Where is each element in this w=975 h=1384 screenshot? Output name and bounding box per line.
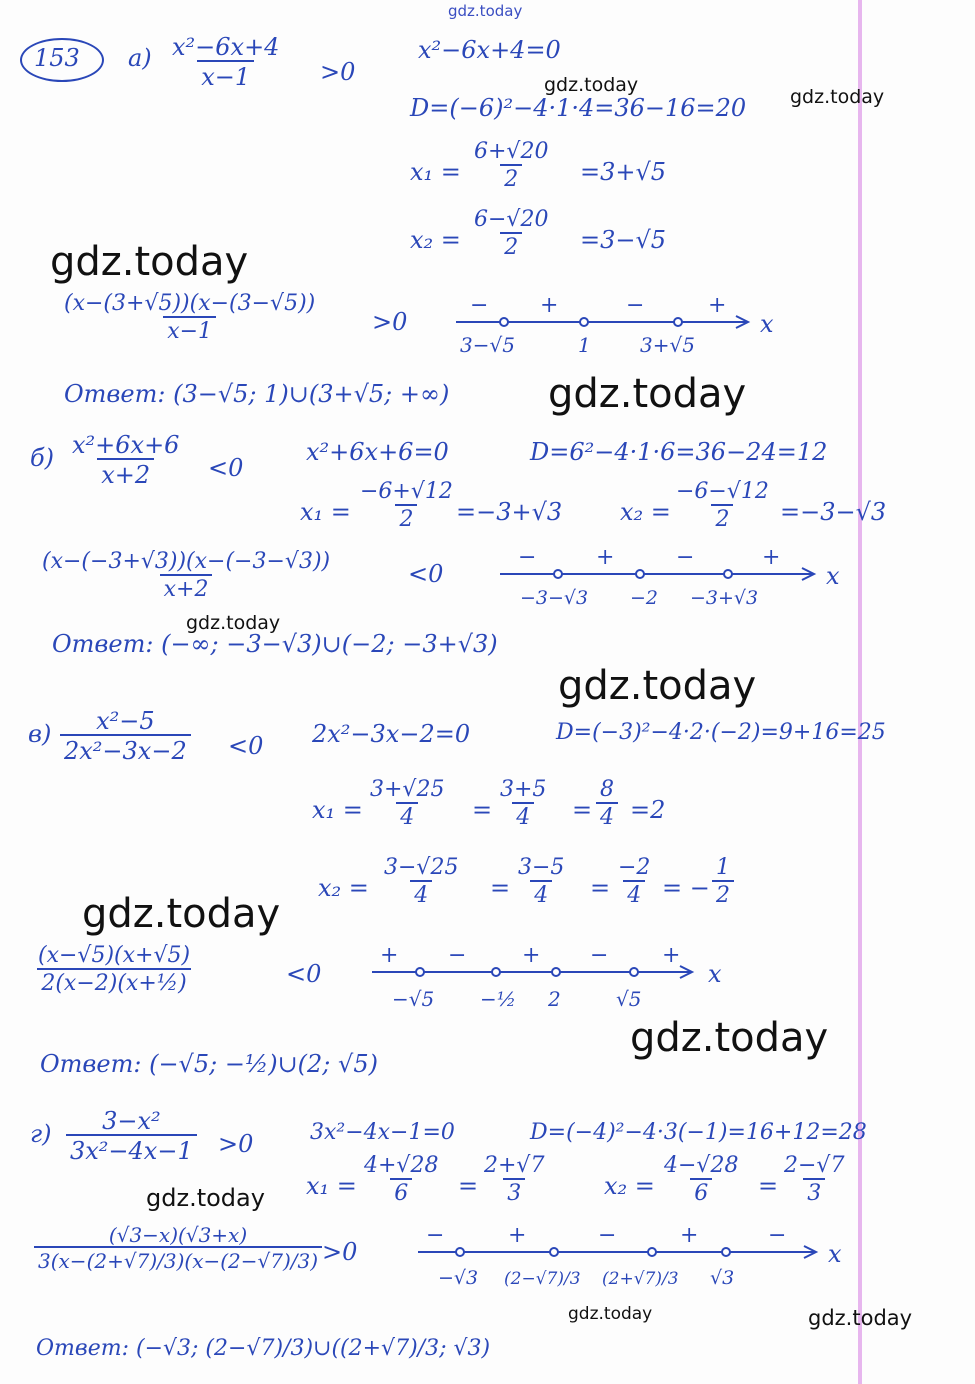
part-g-label: г)	[30, 1120, 52, 1148]
sign: −	[518, 545, 537, 570]
sign: +	[380, 943, 399, 968]
numerator: (√3−x)(√3+x)	[108, 1223, 248, 1247]
sign-chart-g	[418, 1220, 858, 1314]
sign: −	[590, 943, 609, 968]
denominator: 3(x−(2+√7)/3)(x−(2−√7)/3)	[34, 1246, 322, 1272]
part-v-label: в)	[28, 720, 52, 748]
relation: <0	[228, 732, 264, 760]
equals-minus: = −	[662, 874, 710, 902]
watermark: gdz.today	[544, 74, 639, 96]
root-fraction	[470, 140, 552, 192]
part-g-inequality	[66, 1108, 197, 1165]
part-v-discriminant: D=(−3)²−4·2·(−2)=9+16=25	[556, 720, 886, 745]
part-g-factored	[34, 1224, 322, 1272]
point-label: −½	[480, 987, 517, 1011]
watermark: gdz.today	[790, 86, 885, 108]
denominator: 4	[596, 802, 618, 830]
numerator: 3−√25	[384, 855, 459, 880]
relation: >0	[218, 1130, 254, 1158]
equals: =	[458, 1172, 479, 1200]
root-label: x₂ =	[410, 226, 461, 254]
part-v-factored	[34, 944, 194, 996]
denominator: 4	[410, 880, 432, 908]
denominator: 3	[803, 1178, 825, 1206]
numerator: (x−√5)(x+√5)	[38, 943, 191, 968]
root-value: =3+√5	[580, 158, 667, 186]
sign: +	[522, 943, 541, 968]
sign: +	[762, 545, 781, 570]
part-v-inequality	[60, 708, 191, 765]
root-fraction	[470, 208, 552, 260]
sign-chart-svg	[372, 940, 752, 1016]
equals: =	[572, 796, 593, 824]
numerator: 1	[716, 855, 730, 880]
root-fraction	[380, 856, 462, 908]
root-value: =−3−√3	[780, 498, 887, 526]
root-fraction	[780, 1154, 848, 1206]
part-b-equation: x²+6x+6=0	[306, 438, 449, 466]
relation: <0	[286, 960, 322, 988]
root-fraction	[496, 778, 550, 830]
denominator: x+2	[97, 458, 154, 488]
sign-chart-b	[500, 542, 850, 616]
equals: =	[758, 1172, 779, 1200]
relation: >0	[372, 308, 408, 336]
denominator: 2	[500, 164, 522, 192]
sign: +	[680, 1223, 699, 1248]
denominator: 2x²−3x−2	[60, 734, 191, 764]
sign-chart-svg	[456, 290, 796, 360]
watermark: gdz.today	[558, 663, 757, 709]
root-fraction	[514, 856, 568, 908]
numerator: (x−(3+√5))(x−(3−√5))	[64, 291, 316, 316]
root-fraction	[712, 856, 734, 908]
numerator: 4−√28	[664, 1153, 739, 1178]
relation: >0	[322, 1238, 358, 1266]
point-label: −2	[630, 587, 659, 609]
numerator: (x−(−3+√3))(x−(−3−√3))	[42, 549, 331, 574]
part-v-answer: Ответ: (−√5; −½)∪(2; √5)	[40, 1050, 378, 1078]
part-a-factored	[60, 292, 319, 344]
root-value: =2	[630, 796, 666, 824]
numerator: x²+6x+6	[72, 431, 180, 459]
root-label: x₂ =	[604, 1172, 655, 1200]
denominator: 6	[390, 1178, 412, 1206]
denominator: 2	[500, 232, 522, 260]
margin-line	[858, 0, 862, 1384]
root-fraction	[356, 480, 457, 532]
sign: +	[508, 1223, 527, 1248]
part-b-discriminant: D=6²−4·1·6=36−24=12	[530, 438, 828, 466]
denominator: 3x²−4x−1	[66, 1134, 197, 1164]
root-fraction	[480, 1154, 548, 1206]
sign: +	[662, 943, 681, 968]
root-label: x₁ =	[312, 796, 363, 824]
root-label: x₁ =	[306, 1172, 357, 1200]
numerator: 8	[600, 777, 614, 802]
numerator: −6−√12	[676, 479, 769, 504]
equals: =	[590, 874, 611, 902]
denominator: 4	[530, 880, 552, 908]
root-fraction	[366, 778, 448, 830]
part-g-answer: Ответ: (−√3; (2−√7)/3)∪((2+√7)/3; √3)	[36, 1336, 491, 1361]
relation: <0	[408, 560, 444, 588]
sign: −	[676, 545, 695, 570]
root-fraction	[596, 778, 618, 830]
point-label: √5	[616, 987, 642, 1011]
sign: +	[708, 293, 727, 318]
axis-label: x	[826, 562, 840, 590]
denominator: 4	[623, 880, 645, 908]
sign-chart-svg	[418, 1220, 858, 1310]
watermark-top: gdz.today	[448, 2, 523, 20]
sign: −	[470, 293, 489, 318]
root-label: x₂ =	[620, 498, 671, 526]
part-a-inequality	[168, 34, 283, 91]
root-value: =−3+√3	[456, 498, 563, 526]
equals: =	[472, 796, 493, 824]
denominator: 3	[503, 1178, 525, 1206]
part-g-discriminant: D=(−4)²−4·3(−1)=16+12=28	[530, 1120, 867, 1145]
numerator: −6+√12	[360, 479, 453, 504]
part-a-equation: x²−6x+4=0	[418, 36, 561, 64]
watermark: gdz.today	[630, 1015, 829, 1061]
point-label: −3−√3	[520, 587, 589, 609]
denominator: 2	[395, 504, 417, 532]
watermark: gdz.today	[808, 1306, 913, 1330]
root-fraction	[614, 856, 654, 908]
numerator: 3−x²	[102, 1107, 161, 1135]
watermark: gdz.today	[82, 891, 281, 937]
numerator: 3+5	[500, 777, 547, 802]
root-fraction	[660, 1154, 742, 1206]
point-label: (2+√7)/3	[602, 1269, 679, 1289]
sign: +	[596, 545, 615, 570]
numerator: x²−5	[96, 707, 155, 735]
point-label: 2	[548, 987, 561, 1011]
relation: >0	[320, 58, 356, 86]
numerator: 3+√25	[370, 777, 445, 802]
sign: −	[768, 1223, 787, 1248]
part-b-factored	[38, 550, 334, 602]
part-a-discriminant: D=(−6)²−4·1·4=36−16=20	[410, 94, 747, 122]
part-a-label: а)	[128, 44, 152, 72]
numerator: x²−6x+4	[172, 33, 280, 61]
equals: =	[490, 874, 511, 902]
root-fraction	[360, 1154, 442, 1206]
numerator: −2	[618, 855, 651, 880]
axis-label: x	[708, 960, 722, 988]
sign: −	[426, 1223, 445, 1248]
axis-label: x	[828, 1240, 842, 1268]
denominator: x−1	[197, 60, 254, 90]
root-label: x₁ =	[410, 158, 461, 186]
root-value: =3−√5	[580, 226, 667, 254]
denominator: 4	[396, 802, 418, 830]
sign-chart-a	[456, 290, 796, 364]
point-label: √3	[710, 1267, 735, 1289]
part-v-equation: 2x²−3x−2=0	[312, 720, 471, 748]
point-label: −√3	[438, 1267, 479, 1289]
numerator: 2−√7	[784, 1153, 845, 1178]
watermark: gdz.today	[186, 612, 281, 634]
point-label: −3+√3	[690, 587, 759, 609]
denominator: 4	[512, 802, 534, 830]
watermark: gdz.today	[146, 1184, 265, 1212]
denominator: 2	[712, 880, 734, 908]
axis-label: x	[760, 310, 774, 338]
sign: +	[540, 293, 559, 318]
root-label: x₁ =	[300, 498, 351, 526]
numerator: 2+√7	[484, 1153, 545, 1178]
part-b-inequality	[68, 432, 183, 489]
part-a-answer: Ответ: (3−√5; 1)∪(3+√5; +∞)	[64, 380, 450, 408]
denominator: x−1	[163, 316, 216, 344]
watermark: gdz.today	[50, 239, 249, 285]
denominator: 2(x−2)(x+½)	[37, 968, 190, 996]
watermark: gdz.today	[568, 1304, 653, 1324]
denominator: 6	[690, 1178, 712, 1206]
numerator: 6−√20	[474, 207, 549, 232]
root-fraction	[672, 480, 773, 532]
point-label: 3−√5	[460, 333, 515, 357]
point-label: 3+√5	[640, 333, 695, 357]
point-label: (2−√7)/3	[504, 1269, 581, 1289]
watermark: gdz.today	[548, 371, 747, 417]
denominator: 2	[711, 504, 733, 532]
root-label: x₂ =	[318, 874, 369, 902]
sign: −	[448, 943, 467, 968]
problem-number: 153	[34, 44, 80, 72]
numerator: 3−5	[518, 855, 565, 880]
denominator: x+2	[160, 574, 213, 602]
part-b-answer: Ответ: (−∞; −3−√3)∪(−2; −3+√3)	[52, 630, 498, 658]
part-b-label: б)	[30, 444, 55, 472]
numerator: 4+√28	[364, 1153, 439, 1178]
sign: −	[598, 1223, 617, 1248]
point-label: 1	[578, 333, 591, 357]
sign-chart-svg	[500, 542, 850, 612]
point-label: −√5	[392, 987, 435, 1011]
part-g-equation: 3x²−4x−1=0	[310, 1120, 455, 1145]
relation: <0	[208, 454, 244, 482]
sign: −	[626, 293, 645, 318]
numerator: 6+√20	[474, 139, 549, 164]
sign-chart-v	[372, 940, 752, 1020]
